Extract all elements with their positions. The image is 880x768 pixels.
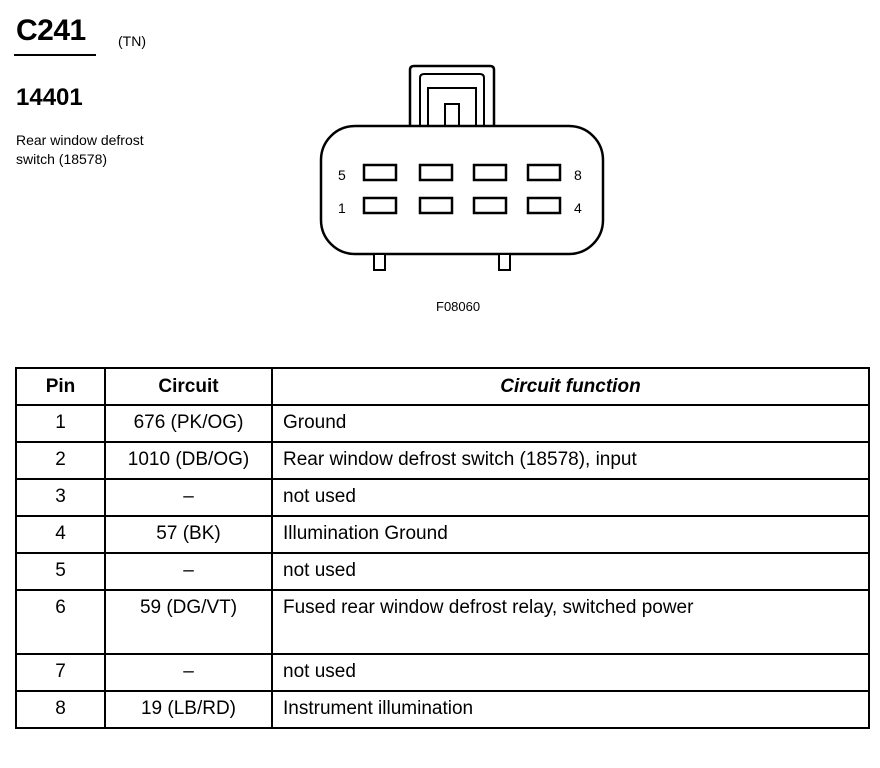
pin-number: 7 — [16, 654, 105, 691]
table-row — [16, 516, 869, 553]
circuit-function: Instrument illumination — [272, 691, 869, 728]
component-description-line1: Rear window defrost — [16, 132, 144, 148]
circuit: – — [105, 479, 272, 516]
pin-label-top-left: 5 — [338, 167, 346, 183]
color-code: (TN) — [118, 33, 146, 49]
connector-face-drawing — [316, 60, 616, 280]
circuit: 676 (PK/OG) — [105, 405, 272, 442]
connector-id: C241 — [16, 14, 86, 47]
pin-number: 4 — [16, 516, 105, 553]
circuit-function: Illumination Ground — [272, 516, 869, 553]
table-row — [16, 691, 869, 728]
pin-number: 5 — [16, 553, 105, 590]
table-row — [16, 442, 869, 479]
pin-cavity-3 — [474, 198, 506, 213]
table-row — [16, 553, 869, 590]
pin-number: 8 — [16, 691, 105, 728]
pin-cavity-2 — [420, 198, 452, 213]
pin-cavity-1 — [364, 198, 396, 213]
component-description — [16, 131, 206, 169]
pin-table-header-row — [16, 368, 869, 405]
table-row — [16, 479, 869, 516]
pin-label-bottom-right: 4 — [574, 200, 582, 216]
header-circuit: Circuit — [105, 368, 272, 405]
connector-diagram — [316, 60, 616, 285]
pin-cavity-5 — [364, 165, 396, 180]
connector-foot-left — [374, 254, 385, 270]
pin-table — [15, 367, 870, 729]
circuit: 1010 (DB/OG) — [105, 442, 272, 479]
connector-foot-right — [499, 254, 510, 270]
circuit: 57 (BK) — [105, 516, 272, 553]
figure-id: F08060 — [436, 299, 481, 314]
table-row — [16, 405, 869, 442]
pin-number: 6 — [16, 590, 105, 654]
circuit: – — [105, 553, 272, 590]
connector-body — [321, 126, 603, 254]
table-row — [16, 590, 869, 654]
pin-cavity-4 — [528, 198, 560, 213]
connector-id-underline — [14, 54, 96, 56]
circuit-function: Fused rear window defrost relay, switched power — [272, 590, 869, 654]
pin-cavity-7 — [474, 165, 506, 180]
circuit-function: not used — [272, 654, 869, 691]
part-number: 14401 — [16, 84, 83, 111]
circuit: – — [105, 654, 272, 691]
pin-number: 1 — [16, 405, 105, 442]
pin-cavity-6 — [420, 165, 452, 180]
pin-number: 2 — [16, 442, 105, 479]
circuit: 59 (DG/VT) — [105, 590, 272, 654]
pin-label-bottom-left: 1 — [338, 200, 346, 216]
circuit-function: not used — [272, 479, 869, 516]
circuit-function: Rear window defrost switch (18578), input — [272, 442, 869, 479]
circuit-function: Ground — [272, 405, 869, 442]
circuit-function: not used — [272, 553, 869, 590]
circuit: 19 (LB/RD) — [105, 691, 272, 728]
component-description-line2: switch (18578) — [16, 151, 108, 167]
pin-cavity-8 — [528, 165, 560, 180]
header-pin: Pin — [16, 368, 105, 405]
pin-number: 3 — [16, 479, 105, 516]
pin-label-top-right: 8 — [574, 167, 582, 183]
table-row — [16, 654, 869, 691]
header-function: Circuit function — [272, 368, 869, 405]
